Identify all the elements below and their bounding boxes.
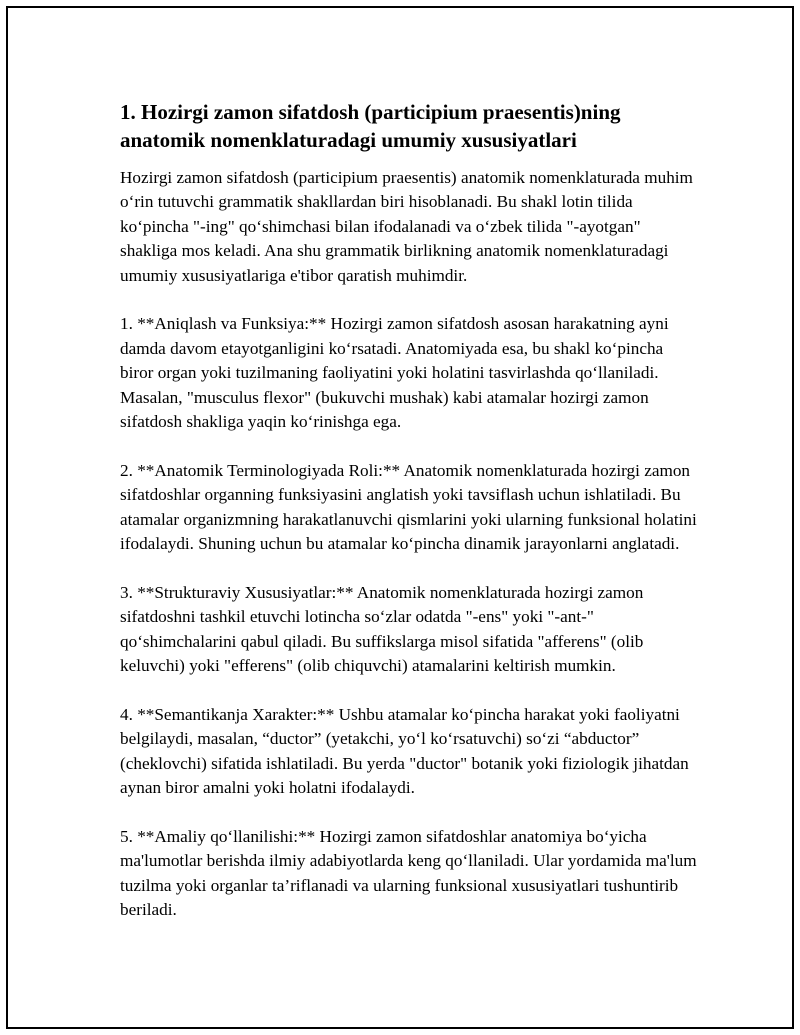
document-body [120, 98, 700, 947]
paragraph-amaliy-qollanilishi: 5. **Amaliy qo‘llanilishi:** Hozirgi zamon sifatdoshlar anatomiya bo‘yicha ma'lumotlar berishda ilmiy adabiyotlarda keng qo‘llaniladi. Ular yordamida ma'lum tuzilma yoki organlar ta’riflanadi va ularning funksional xususiyatlari tushuntirib beriladi. [120, 826, 697, 920]
page-frame [6, 6, 794, 1029]
paragraph-aniqlash-funksiya: 1. **Aniqlash va Funksiya:** Hozirgi zamon sifatdosh asosan harakatning ayni damda davom etayotganligini ko‘rsatadi. Anatomiyada esa, bu shakl ko‘pincha biror organ yoki tuzilmaning faoliyatini yoki holatini tasvirlashda qo‘llaniladi. Masalan, "musculus flexor" (bukuvchi mushak) kabi atamalar hozirgi zamon sifatdosh shakliga yaqin ko‘rinishga ega. [120, 314, 669, 432]
paragraph-semantik-xarakter: 4. **Semantikanja Xarakter:** Ushbu atamalar ko‘pincha harakat yoki faoliyatni belgilaydi, masalan, “ductor” (yetakchi, yo‘l ko‘rsatuvchi) so‘zi “abductor” (cheklovchi) sifatida ishlatiladi. Bu yerda "ductor" botanik yoki fiziologik jihatdan aynan biror amalni yoki holatni ifodalaydi. [120, 704, 689, 798]
intro-paragraph: Hozirgi zamon sifatdosh (participium praesentis) anatomik nomenklaturada muhim o‘rin tutuvchi grammatik shakllardan biri hisoblanadi. Bu shakl lotin tilida ko‘pincha "-ing" qo‘shimchasi bilan ifodalanadi va o‘zbek tilida "-ayotgan" shakliga mos keladi. Ana shu grammatik birlikning anatomik nomenklaturadagi umumiy xususiyatlariga e'tibor qaratish muhimdir. [120, 168, 693, 285]
document-title: 1. Hozirgi zamon sifatdosh (participium praesentis)ning anatomik nomenklaturadagi umumiy xususiyatlari [120, 100, 621, 152]
paragraph-terminologiyada-roli: 2. **Anatomik Terminologiyada Roli:** Anatomik nomenklaturada hozirgi zamon sifatdoshlar organning funksiyasini anglatish yoki tavsiflash uchun ishlatiladi. Bu atamalar organizmning harakatlanuvchi qismlarini yoki ularning funksional holatini ifodalaydi. Shuning uchun bu atamalar ko‘pincha dinamik jarayonlarni anglatadi. [120, 460, 697, 554]
paragraph-strukturaviy-xususiyatlar: 3. **Strukturaviy Xususiyatlar:** Anatomik nomenklaturada hozirgi zamon sifatdoshni tashkil etuvchi lotincha so‘zlar odatda "-ens" yoki "-ant-" qo‘shimchalarini qabul qiladi. Bu suffikslarga misol sifatida "afferens" (olib keluvchi) yoki "efferens" (olib chiquvchi) atamalarini keltirish mumkin. [120, 582, 644, 676]
